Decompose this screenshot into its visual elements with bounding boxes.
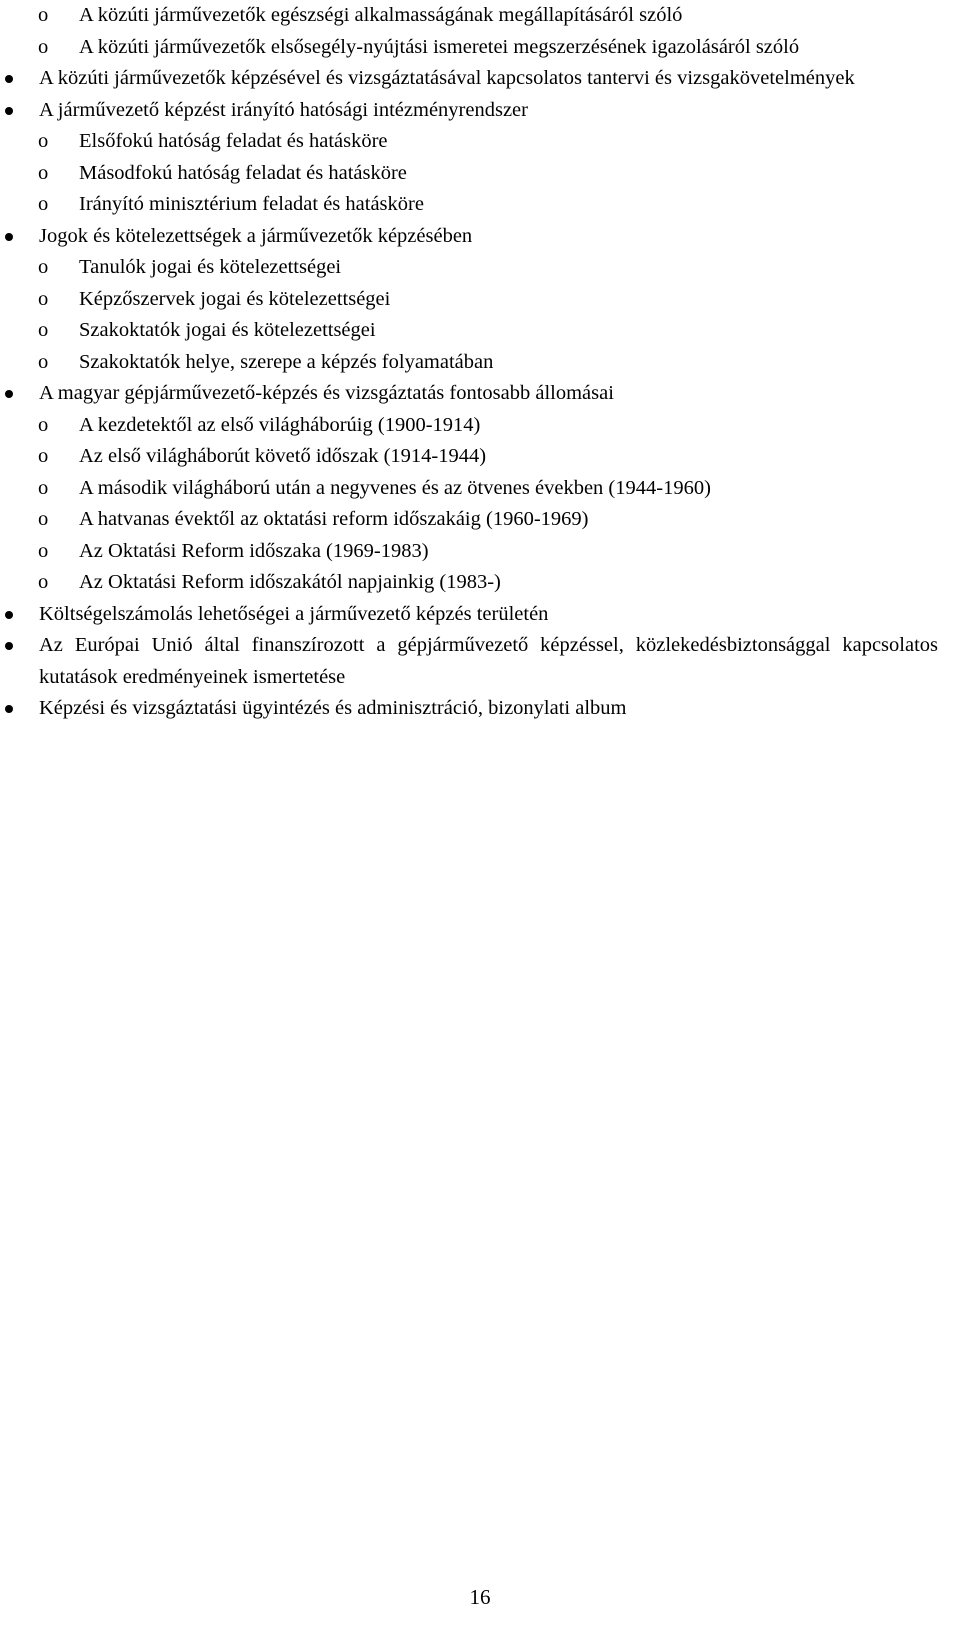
list-item <box>0 63 960 95</box>
list-item-text: A második világháború után a negyvenes és az ötvenes években (1944-1960) <box>79 476 711 499</box>
list-item-text: Az első világháborút követő időszak (1914-1944) <box>79 445 487 467</box>
list-item-text: Az Európai Unió által finanszírozott a gépjárművezető képzéssel, közlekedésbiztonsággal kapcsolatos kutatások eredményeinek ismertetése <box>39 634 938 688</box>
list-item-text: A közúti járművezetők képzésével és vizsgáztatásával kapcsolatos tantervi és vizsgakövetelmények <box>39 67 855 89</box>
list-item <box>0 221 960 253</box>
sub-list-item <box>0 284 960 316</box>
sub-list-item <box>0 32 960 64</box>
bullet-icon <box>5 642 13 650</box>
bullet-icon <box>5 107 13 115</box>
bullet-icon <box>5 390 13 398</box>
page-number: 16 <box>469 1585 491 1609</box>
sub-list-item <box>0 189 960 221</box>
list-item-text: Jogok és kötelezettségek a járművezetők képzésében <box>39 224 473 247</box>
circle-bullet-icon: o <box>38 4 49 26</box>
sub-list-item <box>0 0 960 32</box>
bullet-icon <box>5 233 13 241</box>
bullet-icon <box>5 611 13 619</box>
list-item-text: Elsőfokú hatóság feladat és hatásköre <box>79 130 388 152</box>
list-item-text: Az Oktatási Reform időszakától napjainkig (1983-) <box>79 571 501 593</box>
circle-bullet-icon: o <box>38 287 49 310</box>
sub-list-item <box>0 126 960 158</box>
sub-list-item <box>0 441 960 473</box>
list-item <box>0 630 960 693</box>
list-item <box>0 599 960 631</box>
circle-bullet-icon: o <box>38 256 49 278</box>
sub-list-item <box>0 315 960 347</box>
bullet-icon <box>5 75 13 83</box>
sub-list-item <box>0 504 960 536</box>
circle-bullet-icon: o <box>38 571 49 593</box>
outline-list <box>0 0 960 725</box>
list-item-text: Szakoktatók jogai és kötelezettségei <box>79 319 376 341</box>
circle-bullet-icon: o <box>38 350 49 373</box>
circle-bullet-icon: o <box>38 161 49 184</box>
list-item-text: Képzési és vizsgáztatási ügyintézés és adminisztráció, bizonylati album <box>39 697 627 719</box>
list-item-text: Tanulók jogai és kötelezettségei <box>79 256 342 278</box>
sub-list-item <box>0 473 960 505</box>
list-item-text: Irányító minisztérium feladat és hatásköre <box>79 193 424 215</box>
list-item <box>0 95 960 127</box>
list-item-text: Az Oktatási Reform időszaka (1969-1983) <box>79 539 429 562</box>
list-item <box>0 693 960 725</box>
list-item-text: A kezdetektől az első világháborúig (1900-1914) <box>79 413 481 436</box>
sub-list-item <box>0 252 960 284</box>
list-item-text: Szakoktatók helye, szerepe a képzés folyamatában <box>79 350 494 373</box>
list-item-text: Másodfokú hatóság feladat és hatásköre <box>79 161 407 184</box>
circle-bullet-icon: o <box>38 508 49 530</box>
sub-list-item <box>0 410 960 442</box>
circle-bullet-icon: o <box>38 539 49 562</box>
bullet-icon <box>5 705 13 713</box>
sub-list-item <box>0 347 960 379</box>
circle-bullet-icon: o <box>38 35 49 58</box>
list-item-text: A közúti járművezetők egészségi alkalmasságának megállapításáról szóló <box>79 4 683 26</box>
sub-list-item <box>0 567 960 599</box>
list-item <box>0 378 960 410</box>
list-item-text: Költségelszámolás lehetőségei a járművezető képzés területén <box>39 602 549 625</box>
circle-bullet-icon: o <box>38 413 49 436</box>
circle-bullet-icon: o <box>38 193 49 215</box>
sub-list-item <box>0 158 960 190</box>
circle-bullet-icon: o <box>38 319 49 341</box>
list-item-text: Képzőszervek jogai és kötelezettségei <box>79 287 391 310</box>
list-item-text: A közúti járművezetők elsősegély-nyújtási ismeretei megszerzésének igazolásáról szóló <box>79 35 800 58</box>
list-item-text: A magyar gépjárművezető-képzés és vizsgáztatás fontosabb állomásai <box>39 382 614 404</box>
circle-bullet-icon: o <box>38 130 49 152</box>
list-item-text: A hatvanas évektől az oktatási reform időszakáig (1960-1969) <box>79 508 589 530</box>
circle-bullet-icon: o <box>38 445 49 467</box>
sub-list-item <box>0 536 960 568</box>
circle-bullet-icon: o <box>38 476 49 499</box>
list-item-text: A járművezető képzést irányító hatósági intézményrendszer <box>39 98 528 121</box>
